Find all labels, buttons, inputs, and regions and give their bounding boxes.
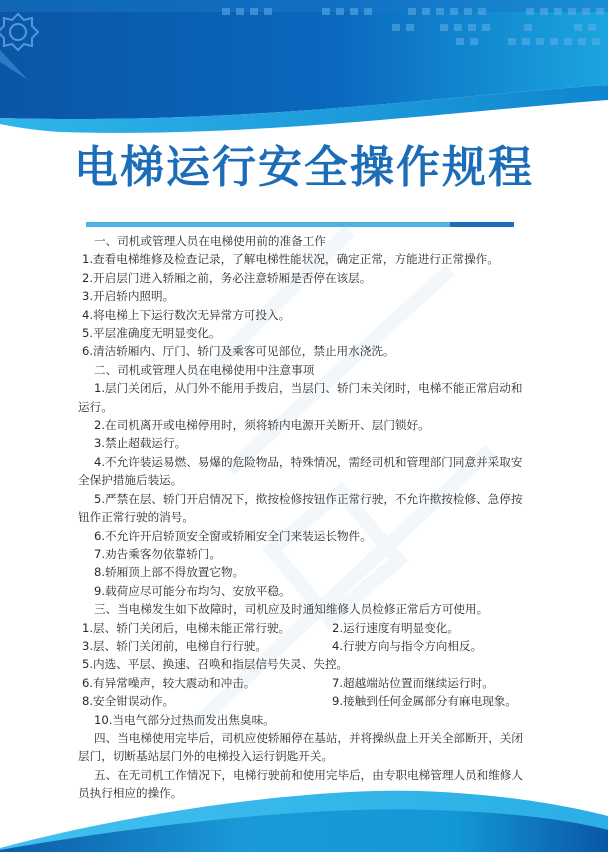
rules-body [78, 232, 530, 803]
section-3-item: 3.层、轿门关闭前，电梯自行行驶。 [82, 638, 267, 653]
section-2-item: 8.轿厢顶上部不得放置它物。 [94, 565, 245, 580]
section-3-item: 9.接触到任何金属部分有麻电现象。 [332, 694, 517, 709]
footer-wave-graphic [0, 786, 608, 852]
section-2-item: 5.严禁在层、轿门开启情况下，揿按检修按钮作正常行驶，不允许揿按检修、急停按钮作正常行驶的消号。 [78, 491, 523, 525]
section-3-item: 4.行驶方向与指令方向相反。 [332, 638, 483, 653]
section-3-item: 5.内选、平层、换速、召唤和指层信号失灵、失控。 [82, 657, 349, 672]
section-3-item: 2.运行速度有明显变化。 [332, 620, 459, 635]
section-2-item: 9.载荷应尽可能分布均匀、安放平稳。 [94, 583, 291, 598]
section-3-heading: 三、当电梯发生如下故障时，司机应及时通知维修人员检修正常后方可使用。 [94, 602, 489, 617]
header-banner [0, 0, 608, 140]
section-3-item: 7.超越端站位置而继续运行时。 [332, 675, 494, 690]
section-3-row [82, 655, 530, 673]
title-underline [86, 222, 514, 227]
section-1-item: 1.查看电梯维修及检查记录，了解电梯性能状况，确定正常，方能进行正常操作。 [82, 252, 499, 267]
section-3-item: 8.安全钳误动作。 [82, 694, 175, 709]
title-container [0, 138, 608, 198]
section-2-item: 7.劝告乘客勿依靠轿门。 [94, 546, 221, 561]
section-2-item: 2.在司机离开或电梯停用时，须将轿内电源开关断开、层门锁好。 [94, 418, 430, 433]
section-2-item: 1.层门关闭后，从门外不能用手拨启，当层门、轿门未关闭时，电梯不能正常启动和运行。 [78, 381, 523, 414]
section-2-item: 3.禁止超载运行。 [94, 436, 187, 451]
section-1-item: 2.开启层门进入轿厢之前，务必注意轿厢是否停在该层。 [82, 270, 372, 285]
section-5-paragraph: 五、在无司机工作情况下，电梯行驶前和使用完毕后，由专职电梯管理人员和维修人员执行相应的操作。 [78, 767, 523, 801]
section-3-item: 6.有异常噪声，较大震动和冲击。 [82, 675, 256, 690]
section-3-row [82, 674, 530, 692]
section-3-row [82, 637, 530, 655]
section-2-item: 4.不允许装运易燃、易爆的危险物品，特殊情况，需经司机和管理部门同意并采取安全保护措施后装运。 [78, 454, 523, 488]
section-3-item: 1.层、轿门关闭后，电梯未能正常行驶。 [82, 620, 291, 635]
header-wave-graphic [0, 0, 608, 140]
page-title: 电梯运行安全操作规程 [74, 142, 534, 193]
section-1-item: 5.平层准确度无明显变化。 [82, 326, 221, 341]
section-3-item: 10.当电气部分过热而发出焦臭味。 [94, 712, 275, 727]
section-1-item: 4.将电梯上下运行数次无异常方可投入。 [82, 307, 291, 322]
footer-banner [0, 786, 608, 852]
section-1-item: 3.开启轿内照明。 [82, 289, 175, 304]
section-4-paragraph: 四、当电梯使用完毕后，司机应使轿厢停在基站，并将操纵盘上开关全部断开，关闭层门，切断基站层门外的电梯投入运行钥匙开关。 [78, 730, 523, 764]
section-2-heading: 二、司机或管理人员在电梯使用中注意事项 [94, 362, 315, 377]
section-1-heading: 一、司机或管理人员在电梯使用前的准备工作 [94, 234, 326, 248]
section-1-item: 6.清洁轿厢内、厅门、轿门及乘客可见部位，禁止用水浇洗。 [82, 344, 395, 359]
section-3-row [82, 619, 530, 637]
section-2-item: 6.不允许开启轿顶安全窗或轿厢安全门来装运长物件。 [94, 528, 372, 543]
section-3-row [82, 692, 530, 710]
